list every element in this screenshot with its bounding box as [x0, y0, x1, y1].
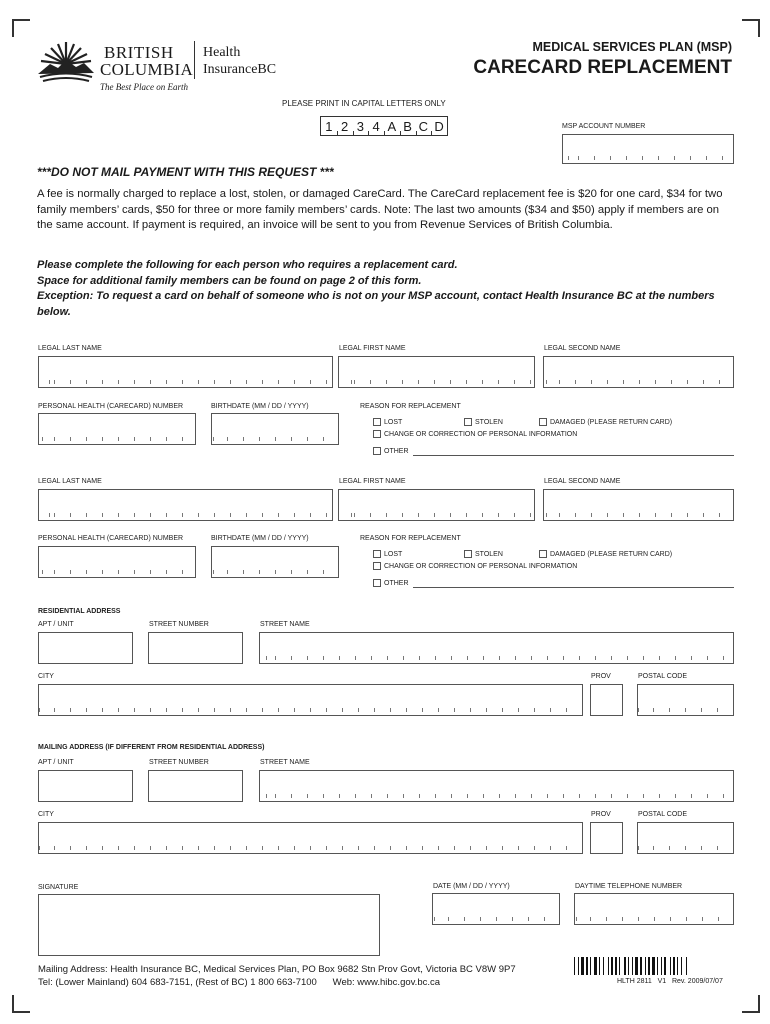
p2-other-line[interactable]: [413, 587, 734, 588]
p1-second-name-input[interactable]: [543, 356, 734, 388]
p1-phn-input[interactable]: [38, 413, 196, 445]
barcode-bar: [586, 957, 588, 975]
logo-columbia: COLUMBIA: [100, 60, 194, 79]
p1-phn-label: PERSONAL HEALTH (CARECARD) NUMBER: [38, 403, 184, 410]
example-char: 3: [353, 117, 369, 135]
logo-divider: [194, 41, 195, 79]
example-char: B: [400, 117, 416, 135]
barcode-bar: [673, 957, 675, 975]
barcode-icon: [574, 957, 734, 975]
res-prov-input[interactable]: [590, 684, 623, 716]
p1-first-name-input[interactable]: [338, 356, 535, 388]
p2-first-name-label: LEGAL FIRST NAME: [339, 478, 406, 485]
res-prov-label: PROV: [591, 673, 611, 680]
p2-phn-input[interactable]: [38, 546, 196, 578]
corner-mark-top-left: [12, 19, 30, 37]
barcode-bar: [645, 957, 646, 975]
p2-phn-label: PERSONAL HEALTH (CARECARD) NUMBER: [38, 535, 184, 542]
footer-mailing-address: Mailing Address: Health Insurance BC, Medical Services Plan, PO Box 9682 Stn Prov Govt, Victoria BC V8W 9P7: [38, 964, 516, 975]
barcode-bar: [574, 957, 575, 975]
p1-damaged-checkbox[interactable]: [539, 418, 547, 426]
p1-birthdate-input[interactable]: [211, 413, 339, 445]
barcode-bar: [632, 957, 633, 975]
p1-change-checkbox[interactable]: [373, 430, 381, 438]
sun-mountain-logo-icon: [36, 40, 96, 84]
corner-mark-bottom-left: [12, 995, 30, 1013]
p1-other-line[interactable]: [413, 455, 734, 456]
p1-stolen-label: STOLEN: [475, 419, 503, 426]
bc-logo: [36, 40, 96, 84]
p1-last-name-label: LEGAL LAST NAME: [38, 345, 102, 352]
form-code: HLTH 2811 V1 Rev. 2009/07/07: [617, 978, 723, 985]
barcode-bar: [670, 957, 671, 975]
res-city-label: CITY: [38, 673, 54, 680]
print-instruction: PLEASE PRINT IN CAPITAL LETTERS ONLY: [282, 99, 446, 108]
logo-tagline: The Best Place on Earth: [100, 82, 188, 92]
signature-label: SIGNATURE: [38, 884, 79, 891]
program-title: MEDICAL SERVICES PLAN (MSP): [532, 40, 732, 54]
p1-last-name-input[interactable]: [38, 356, 333, 388]
mail-apt-label: APT / UNIT: [38, 759, 74, 766]
res-street-number-input[interactable]: [148, 632, 243, 664]
ministry-insurancebc: InsuranceBC: [203, 62, 277, 77]
mail-city-label: CITY: [38, 811, 54, 818]
res-city-input[interactable]: [38, 684, 583, 716]
residential-heading: RESIDENTIAL ADDRESS: [38, 608, 121, 615]
p1-lost-checkbox[interactable]: [373, 418, 381, 426]
barcode-bar: [594, 957, 597, 975]
mailing-heading: MAILING ADDRESS (IF DIFFERENT FROM RESIDENTIAL ADDRESS): [38, 744, 265, 751]
barcode-bar: [652, 957, 655, 975]
p2-other-label: OTHER: [384, 580, 409, 587]
form-title: CARECARD REPLACEMENT: [473, 57, 732, 78]
mail-postal-input[interactable]: [637, 822, 734, 854]
example-characters: [320, 116, 448, 136]
p2-damaged-label: DAMAGED (PLEASE RETURN CARD): [550, 551, 673, 558]
p1-damaged-label: DAMAGED (PLEASE RETURN CARD): [550, 419, 673, 426]
barcode-bar: [664, 957, 666, 975]
p2-lost-label: LOST: [384, 551, 403, 558]
payment-warning: ***DO NOT MAIL PAYMENT WITH THIS REQUEST ***: [37, 165, 334, 179]
p1-second-name-label: LEGAL SECOND NAME: [544, 345, 621, 352]
barcode-bar: [648, 957, 650, 975]
mail-city-input[interactable]: [38, 822, 583, 854]
res-apt-input[interactable]: [38, 632, 133, 664]
p2-second-name-input[interactable]: [543, 489, 734, 521]
p1-first-name-label: LEGAL FIRST NAME: [339, 345, 406, 352]
barcode-bar: [608, 957, 609, 975]
corner-mark-top-right: [742, 19, 760, 37]
mail-street-name-input[interactable]: [259, 770, 734, 802]
date-input[interactable]: [432, 893, 560, 925]
instruction-line-3: Exception: To request a card on behalf of someone who is not on your MSP account, contact Health Insurance BC at the numbers below.: [37, 290, 715, 318]
p2-change-label: CHANGE OR CORRECTION OF PERSONAL INFORMATION: [384, 563, 578, 570]
mail-street-name-label: STREET NAME: [260, 759, 310, 766]
p2-damaged-checkbox[interactable]: [539, 550, 547, 558]
ministry-health: Health: [203, 45, 241, 60]
example-char: 4: [368, 117, 384, 135]
p1-change-label: CHANGE OR CORRECTION OF PERSONAL INFORMATION: [384, 431, 578, 438]
footer-contact: Tel: (Lower Mainland) 604 683-7151, (Rest of BC) 1 800 663-7100 Web: www.hibc.gov.bc.ca: [38, 977, 441, 988]
instruction-line-2: Space for additional family members can be found on page 2 of this form.: [37, 274, 422, 287]
instruction-line-1: Please complete the following for each person who requires a replacement card.: [37, 259, 458, 271]
corner-mark-bottom-right: [742, 995, 760, 1013]
barcode-bar: [603, 957, 604, 975]
fee-paragraph: A fee is normally charged to replace a lost, stolen, or damaged CareCard. The CareCard replacement fee is $20 for one card, $34 for two family members’ cards, $50 for three or more family members’ cards. Note: The last two amounts ($34 and $50) apply if members are on the same account. If payment is required, an invoice will be sent to you from Revenue Services of British Columbia.: [37, 188, 723, 231]
mail-prov-input[interactable]: [590, 822, 623, 854]
p1-birthdate-label: BIRTHDATE (MM / DD / YYYY): [211, 403, 309, 410]
barcode-bar: [611, 957, 613, 975]
p2-last-name-label: LEGAL LAST NAME: [38, 478, 102, 485]
barcode-bar: [628, 957, 629, 975]
p1-reason-label: REASON FOR REPLACEMENT: [360, 403, 461, 410]
msp-account-input[interactable]: [562, 134, 734, 164]
res-street-name-label: STREET NAME: [260, 621, 310, 628]
logo-british: BRITISH: [104, 43, 174, 62]
p1-other-checkbox[interactable]: [373, 447, 381, 455]
mail-postal-label: POSTAL CODE: [638, 811, 688, 818]
res-street-number-label: STREET NUMBER: [149, 621, 209, 628]
barcode-bar: [640, 957, 642, 975]
res-postal-label: POSTAL CODE: [638, 673, 688, 680]
mail-prov-label: PROV: [591, 811, 611, 818]
example-char: 1: [325, 119, 333, 134]
res-street-name-input[interactable]: [259, 632, 734, 664]
barcode-bar: [681, 957, 682, 975]
p2-reason-label: REASON FOR REPLACEMENT: [360, 535, 461, 542]
barcode-bar: [624, 957, 626, 975]
barcode-bar: [615, 957, 617, 975]
example-char: D: [431, 117, 447, 135]
instructions: [37, 258, 737, 320]
p2-birthdate-label: BIRTHDATE (MM / DD / YYYY): [211, 535, 309, 542]
example-char: C: [416, 117, 432, 135]
phone-input[interactable]: [574, 893, 734, 925]
barcode: [574, 957, 734, 975]
signature-input[interactable]: [38, 894, 380, 956]
barcode-bar: [581, 957, 584, 975]
res-apt-label: APT / UNIT: [38, 621, 74, 628]
res-postal-input[interactable]: [637, 684, 734, 716]
p1-lost-label: LOST: [384, 419, 403, 426]
p1-stolen-checkbox[interactable]: [464, 418, 472, 426]
barcode-bar: [686, 957, 687, 975]
barcode-bar: [657, 957, 658, 975]
example-char: 2: [337, 117, 353, 135]
example-char: A: [384, 117, 400, 135]
p2-first-name-input[interactable]: [338, 489, 535, 521]
p2-stolen-label: STOLEN: [475, 551, 503, 558]
barcode-bar: [619, 957, 620, 975]
msp-account-label: MSP ACCOUNT NUMBER: [562, 123, 646, 130]
p2-last-name-input[interactable]: [38, 489, 333, 521]
p2-stolen-checkbox[interactable]: [464, 550, 472, 558]
p2-birthdate-input[interactable]: [211, 546, 339, 578]
p2-other-checkbox[interactable]: [373, 579, 381, 587]
p2-lost-checkbox[interactable]: [373, 550, 381, 558]
p2-change-checkbox[interactable]: [373, 562, 381, 570]
mail-street-number-label: STREET NUMBER: [149, 759, 209, 766]
barcode-bar: [661, 957, 662, 975]
p2-second-name-label: LEGAL SECOND NAME: [544, 478, 621, 485]
barcode-bar: [677, 957, 678, 975]
phone-label: DAYTIME TELEPHONE NUMBER: [575, 883, 683, 890]
barcode-bar: [578, 957, 579, 975]
date-label: DATE (MM / DD / YYYY): [433, 883, 510, 890]
mail-apt-input[interactable]: [38, 770, 133, 802]
barcode-bar: [590, 957, 591, 975]
mail-street-number-input[interactable]: [148, 770, 243, 802]
p1-other-label: OTHER: [384, 448, 409, 455]
barcode-bar: [599, 957, 600, 975]
barcode-bar: [635, 957, 638, 975]
